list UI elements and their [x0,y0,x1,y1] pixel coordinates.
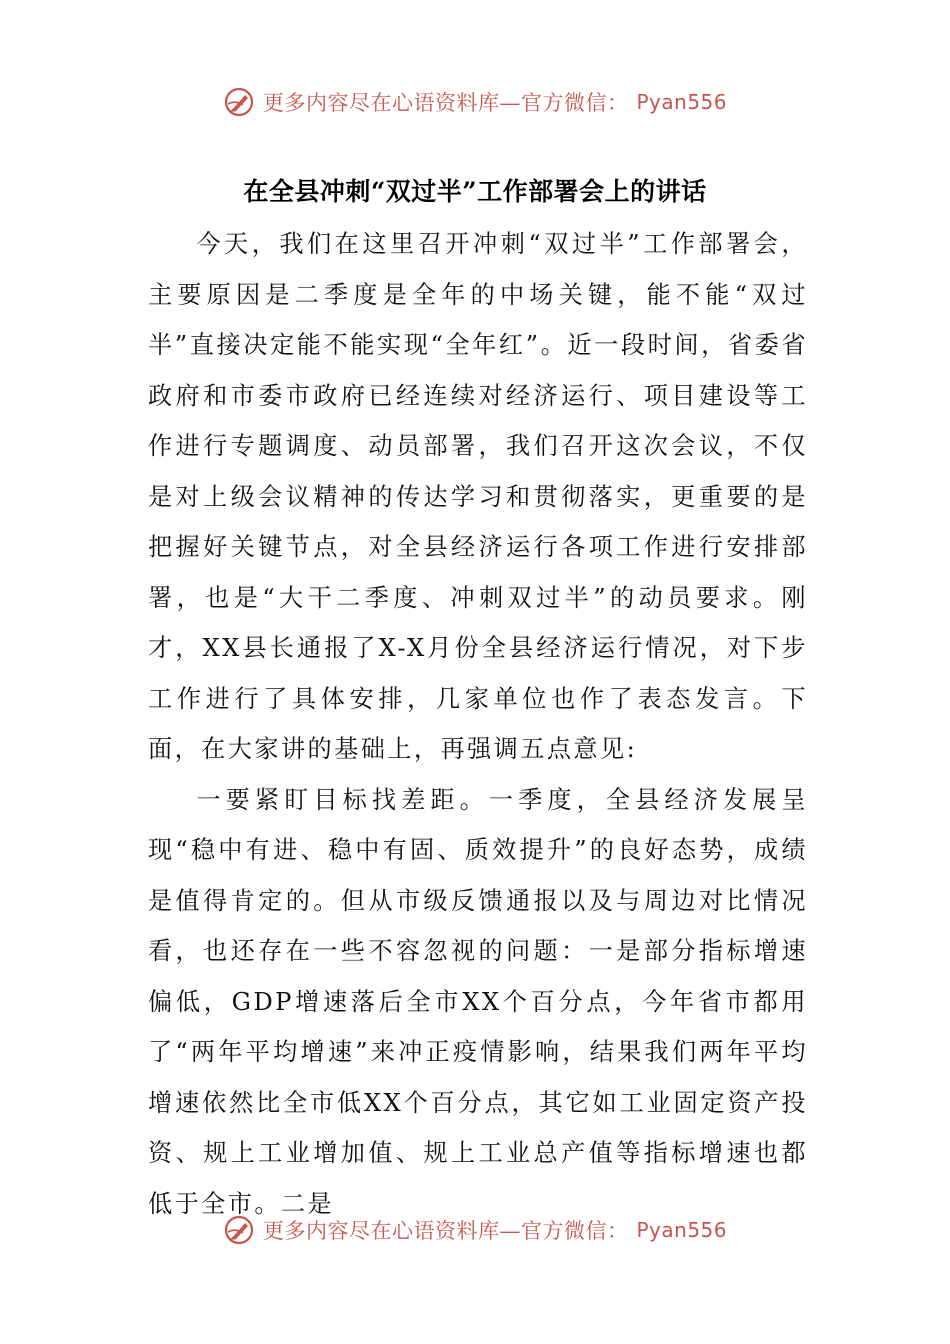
quill-pen-logo-icon [223,1214,255,1246]
paragraph [148,219,808,775]
paragraph-lead: 一要紧盯目标找差距。 [196,785,489,814]
paragraph-text: 今天，我们在这里召开冲刺“双过半”工作部署会，主要原因是二季度是全年的中场关键，能不能“双过半”直接决定能不能实现“全年红”。近一段时间，省委省政府和市委市政府已经连续对经济运行、项目建设等工作进行专题调度、动员部署，我们召开这次会议，不仅是对上级会议精神的传达学习和贯彻落实，更重要的是把握好关键节点，对全县经济运行各项工作进行安排部署，也是“大干二季度、冲刺双过半”的动员要求。刚才，XX县长通报了X-X月份全县经济运行情况，对下步工作进行了具体安排，几家单位也作了表态发言。下面，在大家讲的基础上，再强调五点意见: [148,230,808,763]
watermark-wechat-id: Pyan556 [636,90,727,114]
watermark-text: 更多内容尽在心语资料库—官方微信： [262,91,629,115]
quill-pen-logo-icon [223,86,255,118]
footer-watermark [0,1210,950,1250]
document-body [148,219,808,1229]
paragraph-text: 一季度，全县经济发展呈现“稳中有进、稳中有固、质效提升”的良好态势，成绩是值得肯定的。但从市级反馈通报以及与周边对比情况看，也还存在一些不容忽视的问题：一是部分指标增速偏低，GDP增速落后全市XX个百分点，今年省市都用了“两年平均增速”来冲正疫情影响，结果我们两年平均增速依然比全市低XX个百分点，其它如工业固定资产投资、规上工业增加值、规上工业总产值等指标增速也都低于全市。二是 [148,785,808,1218]
watermark-wechat-id: Pyan556 [636,1218,727,1242]
document-title: 在全县冲刺“双过半”工作部署会上的讲话 [243,177,707,206]
watermark-text: 更多内容尽在心语资料库—官方微信： [262,1219,629,1243]
paragraph [148,775,808,1230]
header-watermark [0,82,950,122]
